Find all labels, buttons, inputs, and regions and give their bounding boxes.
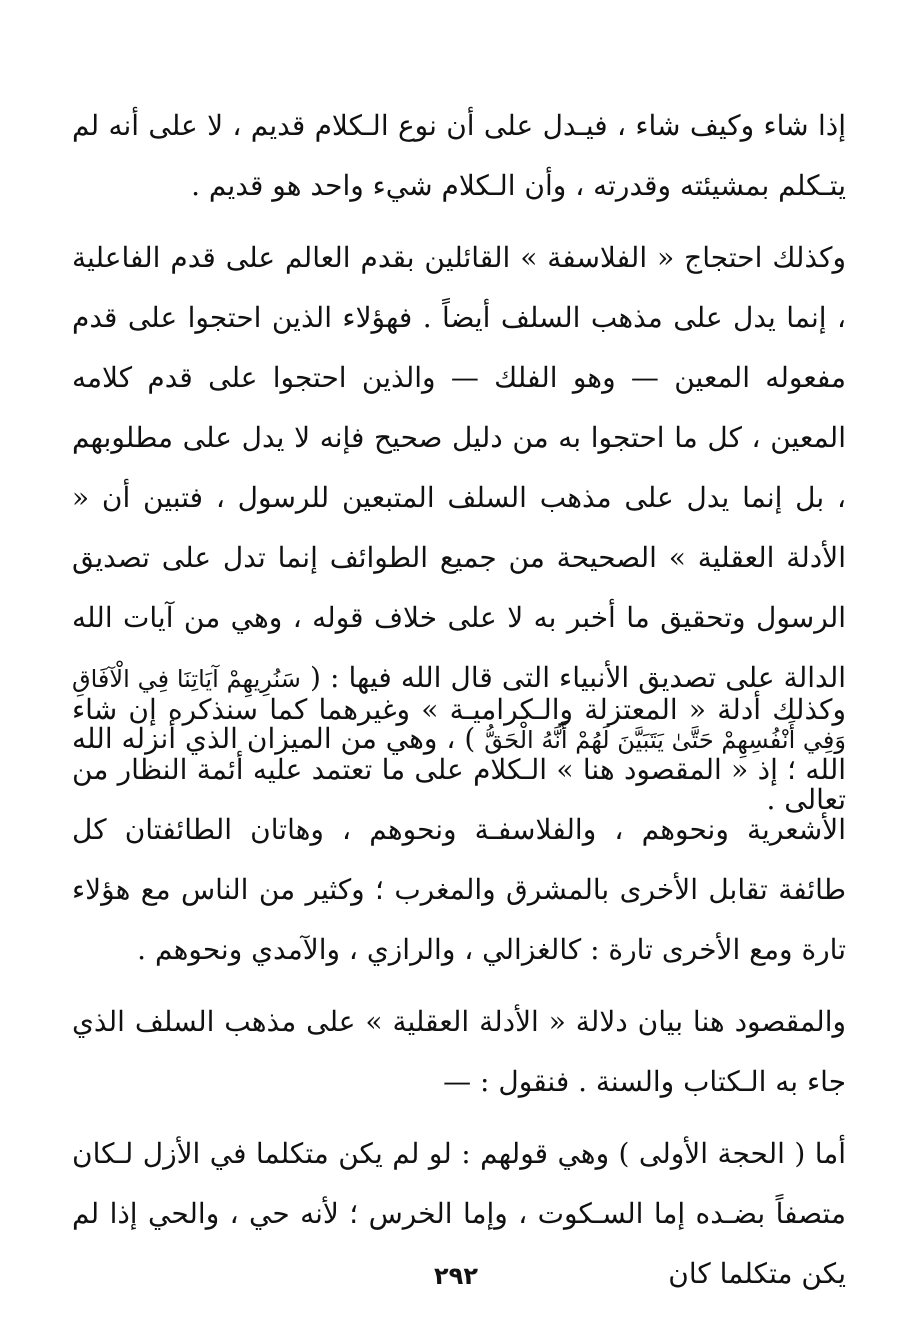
paragraph-1: إذا شاء وكيف شاء ، فيـدل على أن نوع الـكلام قديم ، لا على أنه لم يتـكلم بمشيئته وقدرته ، وأن الـكلام شيء واحد هو قديم . [72,109,846,202]
quran-verse: سَنُرِيهِمْ آيَاتِنَا فِي الْآفَاقِ وَفِي أَنْفُسِهِمْ حَتَّىٰ يَتَبَيَّنَ لَهُمْ أَنَّهُ الْحَقُّ [72,665,846,754]
text-block-1 [72,96,846,216]
text-block-3 [72,680,846,980]
paragraph-2-text-after: ) ، وهي من الميزان الذي أنزله الله تعالى . [72,722,846,816]
page-number: ٢٩٢ [434,1262,478,1290]
paragraph-5: أما ( الحجة الأولى ) وهي قولهم : لو لم يكن متكلما في الأزل لـكان متصفاً بضـده إما السـكوت ، وإما الخرس ؛ لأنه حي ، والحي إذا لم يكن متكلما كان [72,1137,846,1290]
paragraph-3: وكذلك أدلة « المعتزلة والـكراميـة » وغيرهما كما سنذكره إن شاء الله ؛ إذ « المقصود هنا » الـكلام على ما تعتمد عليه أئمة النظار من الأشعرية ونحوهم ، والفلاسفـة ونحوهم ، وهاتان الطائفتان كل طائفة تقابل الأخرى بالمشرق والمغرب ؛ وكثير من الناس مع هؤلاء تارة ومع الأخرى تارة : كالغزالي ، والرازي ، والآمدي ونحوهم . [72,693,846,966]
text-block-4 [72,992,846,1112]
paragraph-4: والمقصود هنا بيان دلالة « الأدلة العقلية » على مذهب السلف الذي جاء به الـكتاب والسنة . فنقول : — [72,1005,846,1098]
paragraph-2-text-before: وكذلك احتجاج « الفلاسفة » القائلين بقدم العالم على قدم الفاعلية ، إنما يدل على مذهب السلف أيضاً . فهؤلاء الذين احتجوا على قدم مفعوله المعين — وهو الفلك — والذين احتجوا على قدم كلامه المعين ، كل ما احتجوا به من دليل صحيح فإنه لا يدل على مطلوبهم ، بل إنما يدل على مذهب السلف المتبعين للرسول ، فتبين أن « الأدلة العقلية » الصحيحة من جميع الطوائف إنما تدل على تصديق الرسول وتحقيق ما أخبر به لا على خلاف قوله ، وهي من آيات الله الدالة على تصديق الأنبياء التى قال الله فيها : ( [72,241,847,694]
